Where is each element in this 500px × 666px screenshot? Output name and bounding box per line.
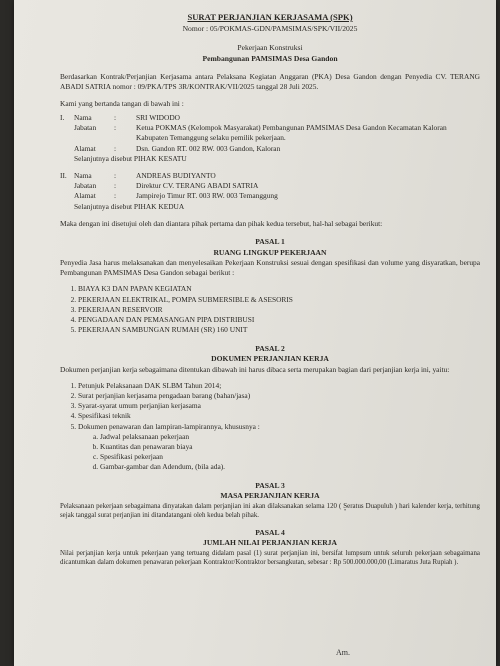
party-two-name-label: Nama [74,171,92,181]
document-body [60,12,480,573]
work-type: Pekerjaan Konstruksi [237,43,303,53]
pasal-2-text: Dokumen perjanjian kerja sebagaimana ditentukan dibawah ini harus dibaca serta merupakan bagian dari perjanjian kerja ini, yaitu: [60,364,450,374]
list-item: 2. Surat perjanjian kerjasama pengadaan barang (bahan/jasa) [78,391,480,401]
party-two-position-label: Jabatan [74,181,97,191]
party-two-name: ANDREAS BUDIYANTO [136,171,216,181]
pasal-2-title: PASAL 2 [255,343,285,353]
party-one-note: Selanjutnya disebut PIHAK KESATU [74,153,187,163]
pasal-3-title: PASAL 3 [255,480,285,490]
list-item: 1. BIAYA K3 DAN PAPAN KEGIATAN [78,284,480,294]
stray-dot-mark: • [344,508,347,514]
handwritten-initial: Am. [336,648,350,657]
party-one-position: Ketua POKMAS (Kelompok Masyarakat) Pembangunan PAMSIMAS Desa Gandon Kecamatan Kaloran Kabupaten Temanggung selaku pemilik pekerjaan. [136,123,447,143]
pasal-4-text: Nilai perjanjian kerja untuk pekerjaan yang tertuang didalam pasal (1) surat perjanjian ini, bersifat lumpsum untuk seluruh pekerjaan sebagaimana dicantumkan dalam dokumen penawaran pekerjaan Kontraktor/Kontraktor bersangkutan, sebesar : Rp 500.000.000,00 (Limaratus Juta Rupiah ). [60,549,480,566]
pasal-4-title: PASAL 4 [255,527,285,537]
list-item: 4. Spesifikasi teknik [78,411,480,421]
party-one-name: SRI WIDODO [136,112,181,122]
party-one-name-label: Nama [74,112,92,122]
signed-intro: Kami yang bertanda tangan di bawah ini : [60,98,184,108]
pasal-2-list [60,381,480,473]
party-two-note: Selanjutnya disebut PIHAK KEDUA [74,201,185,211]
document-number: Nomor : 05/POKMAS-GDN/PAMSIMAS/SPK/VII/2025 [182,23,358,33]
sublist-item: b. Kuantitas dan penawaran biaya [100,442,480,452]
party-two: II. Nama : ANDREAS BUDIYANTO Jabatan : Direktur CV. TERANG ABADI SATRIA Alamat : Jampirejo Timur RT. 003 RW. 003 Temanggung Selanjutnya disebut PIHAK KEDUA [60,171,480,212]
pasal-1-text: Penyedia Jasa harus melaksanakan dan menyelesaikan Pekerjaan Konstruksi sesuai dengan spesifikasi dan volume yang disyaratkan, berupa Pembangunan PAMSIMAS Desa Gandon sebagai berikut : [60,258,480,278]
pasal-3-text: Pelaksanaan pekerjaan sebagaimana dinyatakan dalam perjanjian ini akan dilaksanakan selama 120 ( Seratus Duapuluh ) hari kalender kerja, terhitung sejak tanggal surat perjanjian ini ditandatangani oleh kedua belah pihak. [60,502,480,519]
pasal-2-sublist [78,432,480,473]
party-one-address-label: Alamat [74,143,96,153]
pasal-3-heading: MASA PERJANJIAN KERJA [220,491,320,501]
pasal-4-heading: JUMLAH NILAI PERJANJIAN KERJA [203,538,337,548]
intro-paragraph: Berdasarkan Kontrak/Perjanjian Kerjasama antara Pelaksana Kegiatan Anggaran (PKA) Desa Gandon dengan Penyedia CV. TERANG ABADI SATRIA nomor : 09/PKA/TPS 3R/KONTRAK/VII/2025 tanggal 28 Juli 2025. [60,72,480,92]
project-name: Pembangunan PAMSIMAS Desa Gandon [202,53,338,63]
list-item: 3. PEKERJAAN RESERVOIR [78,305,480,315]
sublist-item: d. Gambar-gambar dan Adendum, (bila ada). [100,462,480,472]
party-two-address: Jampirejo Timur RT. 003 RW. 003 Temanggung [136,191,278,201]
document-title: SURAT PERJANJIAN KERJASAMA (SPK) [187,12,353,22]
pasal-1-heading: RUANG LINGKUP PEKERJAAN [213,247,327,257]
party-one-position-label: Jabatan [74,123,97,133]
party-one-number: I. [60,112,65,122]
party-two-address-label: Alamat [74,191,96,201]
party-two-position: Direktur CV. TERANG ABADI SATRIA [136,181,259,191]
list-item: 3. Syarat-syarat umum perjanjian kerjasama [78,401,480,411]
pasal-1-title: PASAL 1 [255,237,285,247]
party-two-number: II. [60,171,67,181]
list-item: 2. PEKERJAAN ELEKTRIKAL, POMPA SUBMERSIBLE & ASESORIS [78,295,480,305]
list-item: 5. PEKERJAAN SAMBUNGAN RUMAH (SR) 160 UNIT [78,325,480,335]
agreement-paragraph: Maka dengan ini disetujui oleh dan diantara pihak pertama dan pihak kedua tersebut, hal-hal sebagai berikut: [60,218,383,228]
pasal-1-list [60,284,480,335]
sublist-item: c. Spesifikasi pekerjaan [100,452,480,462]
pasal-2-heading: DOKUMEN PERJANJIAN KERJA [211,354,329,364]
sublist-item: a. Jadwal pelaksanaan pekerjaan [100,432,480,442]
list-item [78,422,480,473]
party-one: I. Nama : SRI WIDODO Jabatan : Ketua POKMAS (Kelompok Masyarakat) Pembangunan PAMSIMAS Desa Gandon Kecamatan Kaloran Kabupaten Temanggung selaku pemilik pekerjaan. Alamat : Dsn. Gandon RT. 002 RW. 003 Gandon, Kaloran Selanjutnya disebut PIHAK KESATU [60,113,480,164]
list-item-text: Dokumen penawaran dan lampiran-lampirannya, khususnya : [78,421,260,431]
document-page [14,0,496,666]
list-item: 1. Petunjuk Pelaksanaan DAK SLBM Tahun 2014; [78,381,480,391]
party-one-address: Dsn. Gandon RT. 002 RW. 003 Gandon, Kaloran [136,143,281,153]
list-item: 4. PENGADAAN DAN PEMASANGAN PIPA DISTRIBUSI [78,315,480,325]
